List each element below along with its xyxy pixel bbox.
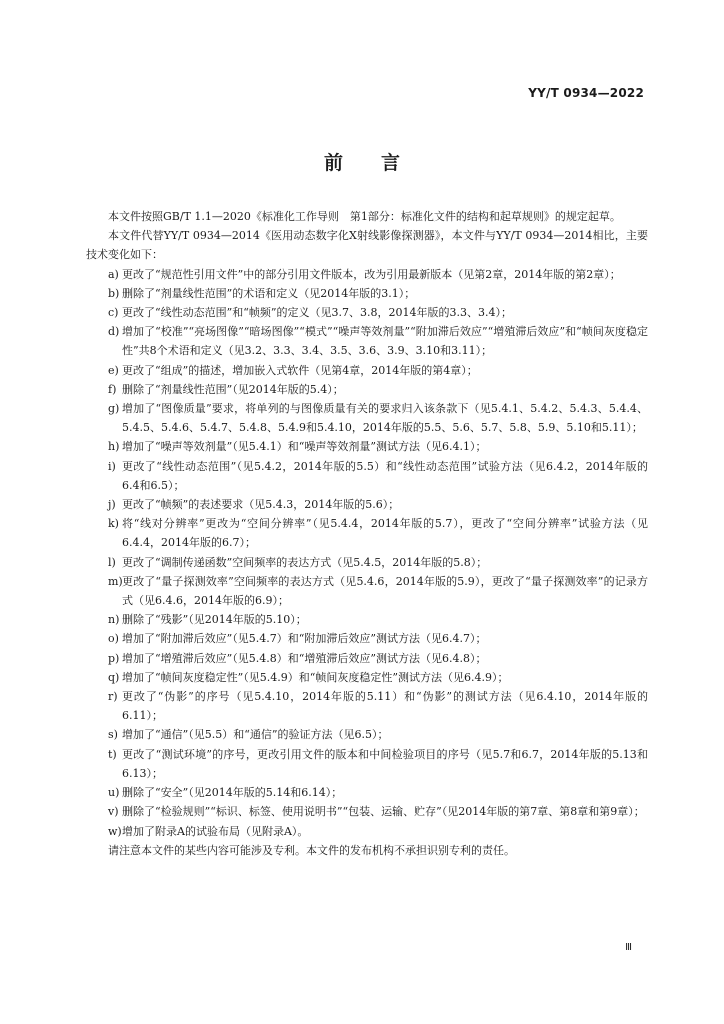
change-item: [86, 380, 648, 399]
change-item: [86, 649, 648, 668]
page-title: 前言: [323, 152, 438, 174]
change-item-label: f): [108, 382, 117, 396]
change-item-label: v): [108, 805, 119, 819]
change-item-text: 更改了“测试环境”的序号，更改引用文件的版本和中间检验项目的序号（见5.7和6.7，2014年版的5.13和6.13）；: [122, 747, 648, 780]
change-item-label: w): [108, 824, 122, 838]
change-item-text: 删除了“剂量线性范围”（见2014年版的5.4）；: [122, 382, 344, 396]
page-number: Ⅲ: [625, 942, 632, 953]
change-item: [86, 399, 648, 437]
change-item: [86, 687, 648, 725]
change-item-text: 删除了“安全”（见2014年版的5.14和6.14）；: [122, 786, 343, 800]
change-item-text: 增加了“噪声等效剂量”（见5.4.1）和“噪声等效剂量”测试方法（见6.4.1）；: [122, 440, 487, 454]
changes-list: [86, 265, 648, 841]
change-item: [86, 610, 648, 629]
change-item: [86, 265, 648, 284]
change-item-label: o): [108, 632, 119, 646]
change-item-text: 删除了“残影”（见2014年版的5.10）；: [122, 613, 307, 627]
change-item-label: e): [108, 363, 119, 377]
change-item-label: g): [108, 402, 120, 416]
document-body: [86, 207, 648, 860]
change-item-text: 增加了“附加滞后效应”（见5.4.7）和“附加滞后效应”测试方法（见6.4.7）；: [122, 632, 487, 646]
change-item-label: l): [108, 555, 116, 569]
change-item-text: 更改了“伪影”的序号（见5.4.10，2014年版的5.11）和“伪影”的测试方法（见6.4.10，2014年版的6.11）；: [122, 690, 648, 723]
change-item: [86, 802, 648, 821]
patent-notice: 请注意本文件的某些内容可能涉及专利。本文件的发布机构不承担识别专利的责任。: [108, 843, 515, 857]
change-item-label: t): [108, 747, 117, 761]
change-item: [86, 284, 648, 303]
change-item-label: m): [108, 574, 123, 588]
change-item-label: s): [108, 728, 118, 742]
intro-paragraph: 本文件代替YY/T 0934—2014《医用动态数字化X射线影像探测器》，本文件与YY/T 0934—2014相比，主要技术变化如下：: [86, 229, 648, 262]
change-item-text: 删除了“检验规则”“标识、标签、使用说明书”“包装、运输、贮存”（见2014年版的第7章、第8章和第9章）；: [122, 805, 645, 819]
change-item: [86, 457, 648, 495]
change-item-label: a): [108, 267, 119, 281]
change-item-label: p): [108, 651, 120, 665]
change-item: [86, 725, 648, 744]
change-item-label: r): [108, 690, 118, 704]
change-item-text: 增加了“图像质量”要求，将单列的与图像质量有关的要求归入该条款下（见5.4.1、5.4.2、5.4.3、5.4.4、5.4.5、5.4.6、5.4.7、5.4.8、5.4.9和5.4.10，2014年版的5.5、5.6、5.7、5.8、5.9、5.10和5.11）；: [122, 402, 648, 435]
change-item-text: 将“线对分辨率”更改为“空间分辨率”（见5.4.4，2014年版的5.7），更改了“空间分辨率”试验方法（见6.4.4，2014年版的6.7）；: [122, 517, 648, 550]
change-item-text: 增加了“通信”（见5.5）和“通信”的验证方法（见6.5）；: [122, 728, 389, 742]
change-item-text: 增加了“帧间灰度稳定性”（见5.4.9）和“帧间灰度稳定性”测试方法（见6.4.9）；: [122, 670, 509, 684]
change-item-text: 增加了“增殖滞后效应”（见5.4.8）和“增殖滞后效应”测试方法（见6.4.8）；: [122, 651, 487, 665]
change-item-label: b): [108, 286, 120, 300]
change-item: [86, 668, 648, 687]
change-item: [86, 437, 648, 456]
change-item: [86, 514, 648, 552]
change-item-text: 更改了“帧频”的表述要求（见5.4.3，2014年版的5.6）；: [122, 498, 400, 512]
change-item-text: 增加了“校准”“亮场图像”“暗场图像”“模式”“噪声等效剂量”“附加滞后效应”“增殖滞后效应”和“帧间灰度稳定性”共8个术语和定义（见3.2、3.3、3.4、3.5、3.6、3.9、3.10和3.11）；: [122, 325, 648, 358]
change-item-text: 更改了“规范性引用文件”中的部分引用文件版本，改为引用最新版本（见第2章，2014年版的第2章）；: [122, 267, 621, 281]
change-item: [86, 572, 648, 610]
change-item-label: u): [108, 786, 120, 800]
change-item: [86, 361, 648, 380]
change-item: [86, 322, 648, 360]
change-item-text: 更改了“调制传递函数”空间频率的表达方式（见5.4.5，2014年版的5.8）；: [122, 555, 488, 569]
change-item-text: 删除了“剂量线性范围”的术语和定义（见2014年版的3.1）；: [122, 286, 416, 300]
change-item: [86, 553, 648, 572]
change-item-label: n): [108, 613, 120, 627]
change-item-text: 更改了“组成”的描述，增加嵌入式软件（见第4章，2014年版的第4章）；: [122, 363, 478, 377]
change-item-label: j): [108, 498, 116, 512]
change-item-text: 更改了“线性动态范围”和“帧频”的定义（见3.7、3.8，2014年版的3.3、3.4）；: [122, 306, 512, 320]
change-item-label: i): [108, 459, 116, 473]
change-item-label: q): [108, 670, 120, 684]
change-item-text: 增加了附录A的试验布局（见附录A）。: [122, 824, 309, 838]
change-item-label: h): [108, 440, 120, 454]
change-item: [86, 745, 648, 783]
change-item-label: d): [108, 325, 120, 339]
change-item: [86, 783, 648, 802]
change-item-text: 更改了“线性动态范围”（见5.4.2，2014年版的5.5）和“线性动态范围”试验方法（见6.4.2，2014年版的6.4和6.5）；: [122, 459, 648, 492]
change-item-label: c): [108, 306, 119, 320]
change-item: [86, 629, 648, 648]
change-item-label: k): [108, 517, 119, 531]
change-item-text: 更改了“量子探测效率”空间频率的表达方式（见5.4.6，2014年版的5.9），更改了“量子探测效率”的记录方式（见6.4.6，2014年版的6.9）；: [122, 574, 648, 608]
change-item: [86, 495, 648, 514]
change-item: [86, 822, 648, 841]
standard-code: YY/T 0934—2022: [528, 86, 644, 100]
intro-paragraph: 本文件按照GB/T 1.1—2020《标准化工作导则 第1部分：标准化文件的结构和起草规则》的规定起草。: [108, 210, 621, 223]
change-item: [86, 303, 648, 322]
